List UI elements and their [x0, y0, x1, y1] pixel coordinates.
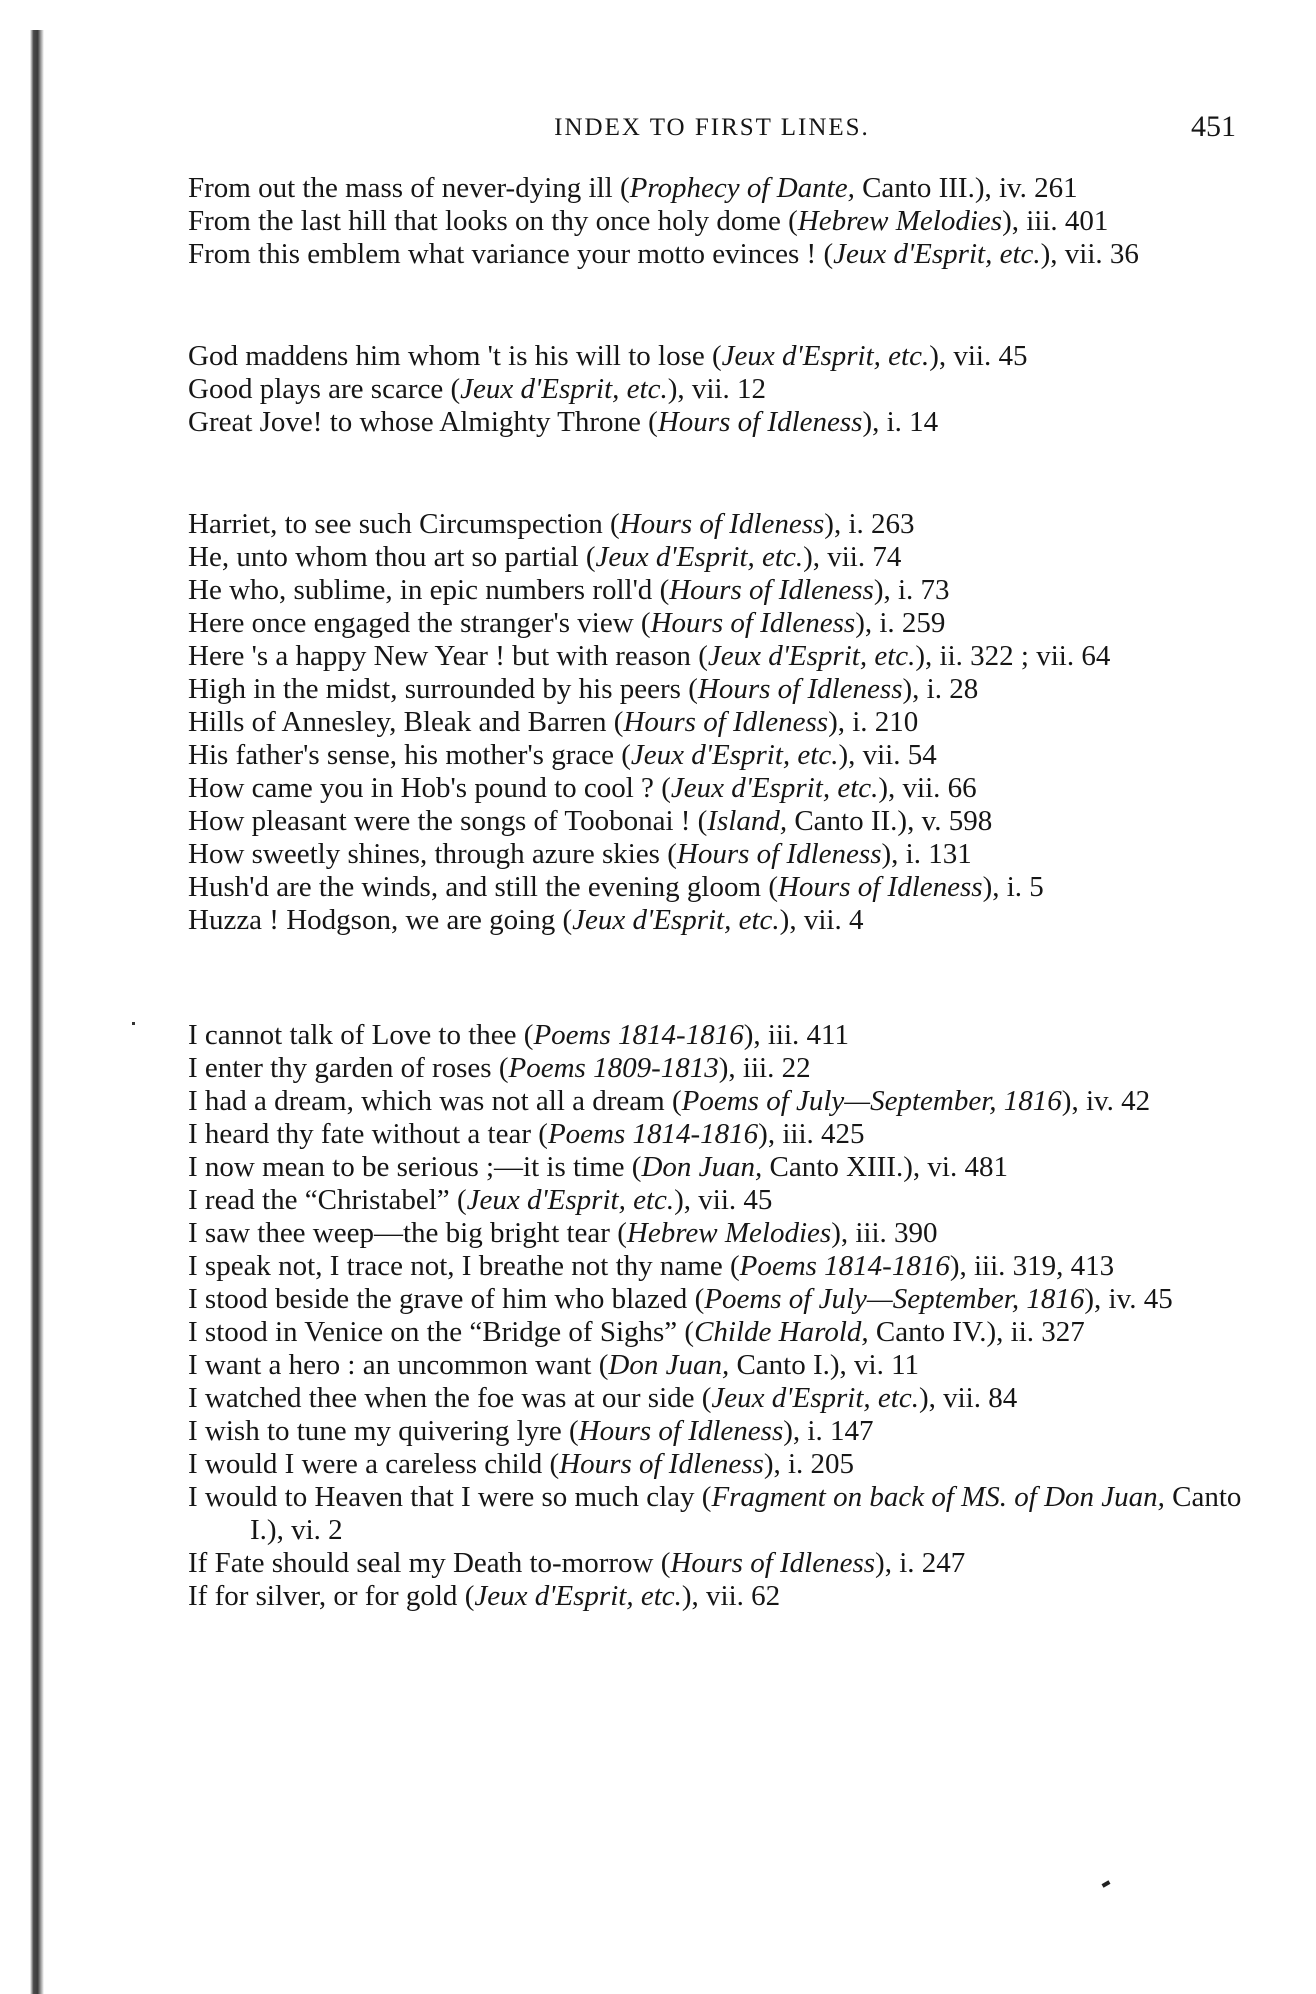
volume-reference: ), i. 73 [873, 574, 950, 606]
index-entry [188, 340, 1248, 373]
entry-space [579, 541, 586, 573]
index-section [188, 340, 1248, 439]
index-entry [188, 1085, 1248, 1118]
paren-open: ( [688, 673, 698, 705]
index-entry [188, 904, 1248, 937]
paren-open: ( [648, 406, 658, 438]
entry-space [690, 805, 697, 837]
source-title: Jeux d'Esprit, etc. [466, 1184, 675, 1216]
volume-reference: ), ii. 322 ; vii. 64 [915, 640, 1111, 672]
source-title: Hours of Idleness [578, 1415, 784, 1447]
paren-open: ( [568, 1415, 579, 1447]
index-entry [188, 172, 1248, 205]
entry-space [562, 1415, 569, 1447]
first-line-text: From the last hill that looks on thy once holy dome [188, 205, 781, 237]
source-title: Hours of Idleness [697, 673, 903, 705]
volume-reference: ), i. 205 [763, 1448, 855, 1480]
volume-reference: Canto IV.), ii. 327 [868, 1316, 1085, 1348]
index-entry [188, 1250, 1248, 1283]
paren-open: ( [768, 871, 778, 903]
paren-open: ( [598, 1349, 609, 1381]
first-line-text: I would I were a careless child [188, 1448, 543, 1480]
entry-space [450, 1184, 457, 1216]
first-line-text: If for silver, or for gold [188, 1580, 458, 1612]
entry-space [781, 205, 788, 237]
running-head: INDEX TO FIRST LINES. [554, 114, 870, 141]
volume-reference: ), i. 14 [862, 406, 939, 438]
index-entry [188, 607, 1248, 640]
first-line-text: How came you in Hob's pound to cool ? [188, 772, 654, 804]
source-title: Childe Harold, [694, 1316, 869, 1348]
first-line-text: I heard thy fate without a tear [188, 1118, 532, 1150]
first-line-text: How pleasant were the songs of Toobonai ! [188, 805, 691, 837]
source-title: Poems 1814-1816 [533, 1019, 744, 1051]
entry-space [705, 340, 712, 372]
paren-open: ( [619, 172, 630, 204]
first-line-text: How sweetly shines, through azure skies [188, 838, 660, 870]
volume-reference: ), vii. 84 [918, 1382, 1018, 1414]
paren-open: ( [694, 1283, 705, 1315]
first-line-text: I had a dream, which was not all a dream [188, 1085, 665, 1117]
volume-reference: ), iii. 22 [718, 1052, 811, 1084]
source-title: Hours of Idleness [623, 706, 829, 738]
paren-open: ( [585, 541, 596, 573]
source-title: Jeux d'Esprit, etc. [595, 541, 804, 573]
paren-open: ( [661, 772, 671, 804]
volume-reference: ), iii. 319, 413 [949, 1250, 1115, 1282]
entry-space [492, 1052, 499, 1084]
first-line-text: Huzza ! Hodgson, we are going [188, 904, 556, 936]
volume-reference: ), iv. 45 [1084, 1283, 1173, 1315]
entry-space [457, 1580, 464, 1612]
first-line-text: I want a hero : an uncommon want [188, 1349, 592, 1381]
paren-open: ( [523, 1019, 534, 1051]
first-line-text: I speak not, I trace not, I breathe not thy name [188, 1250, 723, 1282]
index-entry [188, 739, 1248, 772]
index-entry [188, 541, 1248, 574]
paren-open: ( [823, 238, 834, 270]
volume-reference: ), vii. 66 [878, 772, 977, 804]
volume-reference: ), vii. 36 [1040, 238, 1139, 270]
index-entry [188, 574, 1248, 607]
source-title: Hours of Idleness [777, 871, 983, 903]
entry-space [613, 172, 620, 204]
source-title: Hours of Idleness [650, 607, 856, 639]
source-title: Fragment on back of MS. of Don Juan, [711, 1481, 1165, 1513]
paren-open: ( [729, 1250, 740, 1282]
index-entry [188, 1580, 1248, 1613]
source-title: Jeux d'Esprit, etc. [474, 1580, 682, 1612]
paren-open: ( [698, 640, 708, 672]
volume-reference: ), iv. 42 [1061, 1085, 1151, 1117]
index-entry [188, 205, 1248, 238]
index-entry [188, 838, 1248, 871]
index-entry [188, 1019, 1248, 1052]
source-title: Jeux d'Esprit, etc. [630, 739, 839, 771]
paren-open: ( [667, 838, 677, 870]
index-entry [188, 1481, 1248, 1547]
volume-reference: Canto I.), vi. 2 [250, 1481, 1242, 1546]
source-title: Jeux d'Esprit, etc. [572, 904, 780, 936]
source-title: Jeux d'Esprit, etc. [711, 1382, 919, 1414]
index-entry [188, 406, 1248, 439]
section-gap [188, 439, 1248, 508]
paren-open: ( [562, 904, 573, 936]
paren-open: ( [701, 1481, 712, 1513]
index-entry [188, 1283, 1248, 1316]
first-line-text: I now mean to be serious ;—it is time [188, 1151, 625, 1183]
first-line-text: I read the “Christabel” [188, 1184, 450, 1216]
index-entry [188, 706, 1248, 739]
index-entry [188, 673, 1248, 706]
first-line-text: His father's sense, his mother's grace [188, 739, 614, 771]
entry-space [603, 508, 610, 540]
section-gap [188, 937, 1248, 1019]
paren-open: ( [659, 574, 670, 606]
first-line-text: From out the mass of never-dying ill [188, 172, 613, 204]
entry-space [654, 1547, 661, 1579]
source-title: Jeux d'Esprit, etc. [833, 238, 1041, 270]
index-entry [188, 1316, 1248, 1349]
first-line-text: He, unto whom thou art so partial [188, 541, 579, 573]
source-title: Hours of Idleness [670, 1547, 876, 1579]
first-line-text: I enter thy garden of roses [188, 1052, 492, 1084]
first-line-text: He who, sublime, in epic numbers roll'd [188, 574, 653, 606]
entry-space [687, 1283, 694, 1315]
index-entry [188, 1052, 1248, 1085]
volume-reference: ), i. 28 [902, 673, 979, 705]
index-section [188, 1019, 1248, 1613]
paren-open: ( [450, 373, 461, 405]
first-line-text: Here once engaged the stranger's view [188, 607, 634, 639]
first-line-text: I stood in Venice on the “Bridge of Sighs” [188, 1316, 678, 1348]
index-entry [188, 238, 1248, 271]
volume-reference: Canto II.), v. 598 [787, 805, 993, 837]
first-line-text: Good plays are scarce [188, 373, 444, 405]
book-binding-edge [30, 30, 44, 1994]
entry-space [723, 1250, 730, 1282]
first-line-text: I would to Heaven that I were so much clay [188, 1481, 695, 1513]
source-title: Prophecy of Dante, [629, 172, 855, 204]
source-title: Poems of July—September, 1816 [704, 1283, 1085, 1315]
paren-open: ( [660, 1547, 671, 1579]
print-speck [132, 1022, 135, 1025]
paren-open: ( [538, 1118, 548, 1150]
volume-reference: ), vii. 12 [667, 373, 766, 405]
entry-space [695, 1481, 702, 1513]
volume-reference: Canto I.), vi. 11 [729, 1349, 920, 1381]
first-line-text: I wish to tune my quivering lyre [188, 1415, 562, 1447]
volume-reference: ), vii. 54 [838, 739, 937, 771]
index-entry [188, 805, 1248, 838]
volume-reference: ), vii. 45 [674, 1184, 773, 1216]
volume-reference: ), vii. 45 [929, 340, 1028, 372]
source-title: Hebrew Melodies [797, 205, 1003, 237]
source-title: Hours of Idleness [676, 838, 882, 870]
source-title: Don Juan, [608, 1349, 730, 1381]
paren-open: ( [549, 1448, 560, 1480]
index-entry [188, 772, 1248, 805]
source-title: Hours of Idleness [619, 508, 825, 540]
index-entry [188, 1184, 1248, 1217]
paren-open: ( [610, 508, 620, 540]
first-line-text: High in the midst, surrounded by his peers [188, 673, 681, 705]
index-entry [188, 1448, 1248, 1481]
page-header [188, 110, 1236, 150]
first-line-text: Hush'd are the winds, and still the evening gloom [188, 871, 762, 903]
volume-reference: ), i. 210 [828, 706, 919, 738]
volume-reference: ), i. 247 [875, 1547, 966, 1579]
paren-open: ( [498, 1052, 509, 1084]
source-title: Jeux d'Esprit, etc. [670, 772, 879, 804]
source-title: Hebrew Melodies [626, 1217, 832, 1249]
index-entry [188, 1415, 1248, 1448]
index-section [188, 508, 1248, 937]
source-title: Jeux d'Esprit, etc. [721, 340, 930, 372]
entry-space [443, 373, 450, 405]
paren-open: ( [640, 607, 651, 639]
source-title: Hours of Idleness [657, 406, 863, 438]
entry-space [625, 1151, 632, 1183]
volume-reference: ), i. 263 [824, 508, 915, 540]
page-number: 451 [1191, 110, 1236, 143]
paren-open: ( [621, 739, 631, 771]
first-line-text: Here 's a happy New Year ! but with reason [188, 640, 691, 672]
index-entry [188, 373, 1248, 406]
first-line-text: Great Jove! to whose Almighty Throne [188, 406, 641, 438]
paren-open: ( [631, 1151, 642, 1183]
print-mark [1102, 1880, 1111, 1887]
entry-space [542, 1448, 549, 1480]
index-entry [188, 640, 1248, 673]
section-gap [188, 271, 1248, 340]
paren-open: ( [464, 1580, 475, 1612]
paren-open: ( [613, 706, 624, 738]
volume-reference: ), iii. 425 [758, 1118, 865, 1150]
paren-open: ( [671, 1085, 682, 1117]
index-entry [188, 1382, 1248, 1415]
volume-reference: ), iii. 390 [831, 1217, 938, 1249]
volume-reference: ), vii. 74 [803, 541, 902, 573]
first-line-text: I watched thee when the foe was at our side [188, 1382, 695, 1414]
paren-open: ( [701, 1382, 712, 1414]
volume-reference: ), i. 147 [783, 1415, 874, 1447]
paren-open: ( [617, 1217, 627, 1249]
index-entry [188, 1217, 1248, 1250]
index-entry [188, 1151, 1248, 1184]
source-title: Jeux d'Esprit, etc. [460, 373, 668, 405]
source-title: Island, [707, 805, 788, 837]
source-title: Jeux d'Esprit, etc. [707, 640, 916, 672]
first-line-text: God maddens him whom 't is his will to lose [188, 340, 705, 372]
entry-space [591, 1349, 598, 1381]
first-line-text: From this emblem what variance your motto evinces ! [188, 238, 817, 270]
index-entry [188, 1349, 1248, 1382]
entry-space [517, 1019, 524, 1051]
volume-reference: ), vii. 4 [779, 904, 864, 936]
source-title: Poems 1814-1816 [547, 1118, 759, 1150]
index-entry [188, 871, 1248, 904]
entry-space [695, 1382, 702, 1414]
first-line-text: Hills of Annesley, Bleak and Barren [188, 706, 607, 738]
source-title: Hours of Idleness [559, 1448, 764, 1480]
paren-open: ( [684, 1316, 695, 1348]
entry-space [652, 574, 659, 606]
volume-reference: ), i. 131 [881, 838, 972, 870]
source-title: Poems of July—September, 1816 [681, 1085, 1062, 1117]
first-line-text: Harriet, to see such Circumspection [188, 508, 603, 540]
entry-space [607, 706, 614, 738]
volume-reference: ), iii. 411 [743, 1019, 849, 1051]
index-entries [188, 172, 1248, 1613]
entry-space [665, 1085, 672, 1117]
volume-reference: ), iii. 401 [1002, 205, 1109, 237]
volume-reference: ), i. 259 [855, 607, 946, 639]
first-line-text: I saw thee weep—the big bright tear [188, 1217, 610, 1249]
index-entry [188, 1118, 1248, 1151]
volume-reference: ), i. 5 [982, 871, 1044, 903]
paren-open: ( [712, 340, 722, 372]
paren-open: ( [697, 805, 708, 837]
paren-open: ( [788, 205, 798, 237]
first-line-text: I cannot talk of Love to thee [188, 1019, 517, 1051]
first-line-text: I stood beside the grave of him who blazed [188, 1283, 688, 1315]
volume-reference: ), vii. 62 [681, 1580, 781, 1612]
source-title: Poems 1809-1813 [508, 1052, 719, 1084]
index-entry [188, 1547, 1248, 1580]
index-section [188, 172, 1248, 271]
volume-reference: Canto III.), iv. 261 [854, 172, 1078, 204]
entry-space [634, 607, 641, 639]
source-title: Don Juan, [641, 1151, 763, 1183]
source-title: Poems 1814-1816 [739, 1250, 950, 1282]
first-line-text: If Fate should seal my Death to-morrow [188, 1547, 654, 1579]
index-entry [188, 508, 1248, 541]
paren-open: ( [456, 1184, 467, 1216]
source-title: Hours of Idleness [669, 574, 874, 606]
volume-reference: Canto XIII.), vi. 481 [762, 1151, 1008, 1183]
